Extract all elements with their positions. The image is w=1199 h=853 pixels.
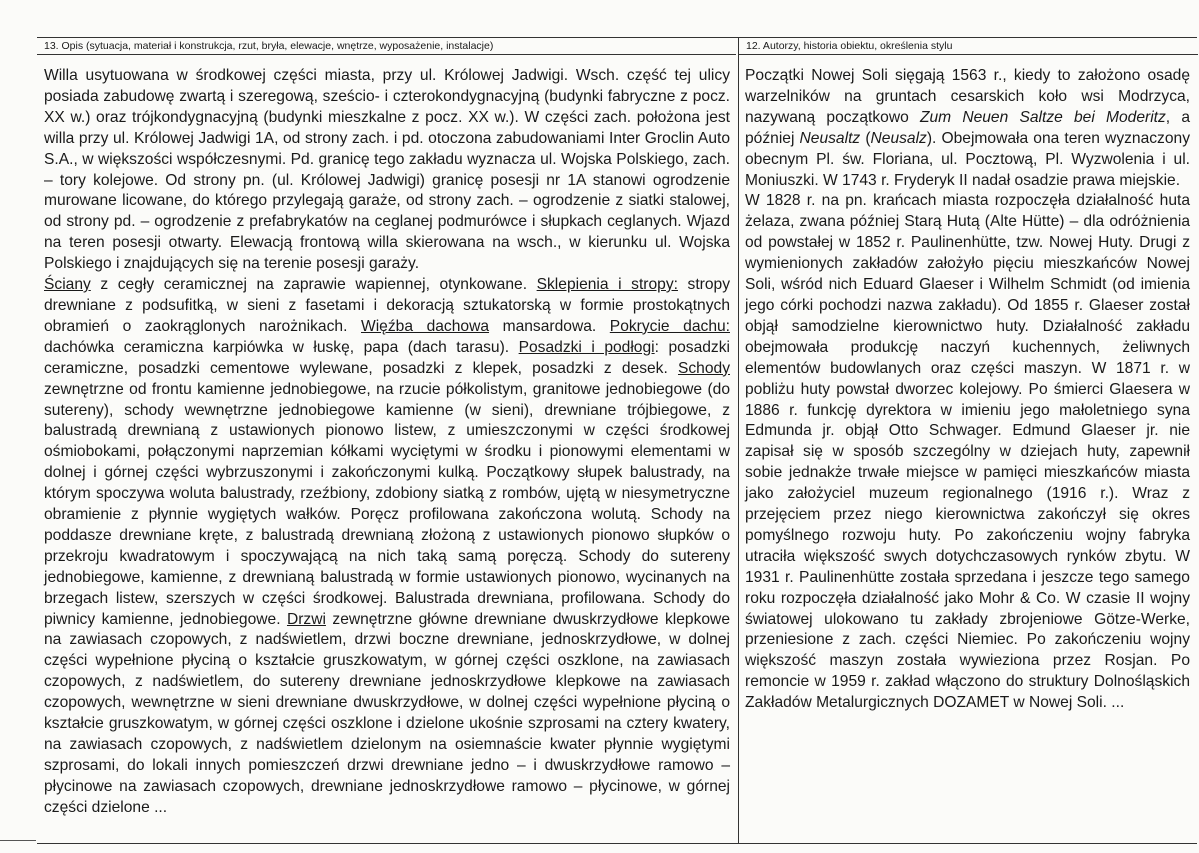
text-run: Początki Nowej Soli sięgają 1563 r., kiedy to założono osadę warzelników na gruntach cesarskich koło wsi Modrzyca, nazywaną początkowo — [745, 67, 1190, 126]
text-run: , a później — [745, 108, 1190, 147]
doors-text: zewnętrzne główne drewniane dwuskrzydłowe klepkowe na zawiasach czopowych, z nadświetlem, drzwi boczne drewniane, jednoskrzydłowe, w dolnej części wypełnione płyciną o kształcie gruszkowatym, w górnej części oszklone, na zawiasach czopowych, z nadświetlem, do sutereny drewniane jednoskrzydłowe klepkowe na zawiasach czopowych, wewnętrzne w sieni drewniane dwuskrzydłowe, w dolnej części wypełnione płyciną o kształcie gruszkowatym, w górnej części oszklone i dzielone ukośnie szprosami na cztery kwatery, na zawiasach czopowych, z nadświetlem dzielonym na osiemnaście kwater płynnie wygiętymi szprosami, do lokali innych pomieszczeń drzwi drewniane jedno – i dwuskrzydłowe ramowo – płycinowe na zawiasach czopowych, drewniane jednoskrzydłowe ramowo – płycinowe, w górnej części dzielone ... — [44, 610, 730, 816]
scan-edge-line — [0, 840, 36, 841]
town-origins-paragraph — [745, 66, 1190, 191]
history-body — [739, 55, 1198, 714]
roof-covering-text: dachówka ceramiczna karpiówka w łuskę, papa (dach tarasu). — [44, 338, 519, 356]
historic-name: Neusalz — [870, 129, 927, 147]
history-column — [738, 38, 1198, 843]
roof-covering-label: Pokrycie dachu: — [609, 317, 730, 335]
stairs-label: Schody — [677, 359, 730, 377]
description-header: 13. Opis (sytuacja, materiał i konstrukcja, rzut, bryła, elewacje, wnętrze, wyposażenie, instalacje) — [37, 38, 736, 55]
ceilings-label: Sklepienia i stropy: — [536, 276, 678, 294]
doors-label: Drzwi — [286, 610, 326, 628]
description-column — [37, 38, 736, 843]
description-body — [37, 55, 736, 819]
text-run: ). Obejmowała ona teren wyznaczony obecnym Pl. św. Floriana, ul. Pocztową, Pl. Wyzwolenia i ul. Moniuszki. W 1743 r. Fryderyk II nadał osadzie prawa miejskie. — [745, 129, 1190, 189]
construction-paragraph — [44, 275, 730, 819]
form-sheet — [37, 37, 1197, 844]
ceilings-text: stropy drewniane z podsufitką, w sieni z fasetami i dekoracją sztukatorską w formie prostokątnych obramień o zaokrąglonych narożnikach. — [44, 276, 730, 335]
ironworks-history-paragraph: W 1828 r. na pn. krańcach miasta rozpoczęła działalność huta żelaza, zwana później Starą Hutą (Alte Hütte) – dla odróżnienia od powstałej w 1852 r. Paulinenhütte, tzw. Nowej Huty. Drugi z wymienionych zakładów założyło pięciu mieszkańców Nowej Soli, wśród nich Eduard Glaeser i Wilhelm Schmidt (od imienia jego córki pochodzi nazwa zakładu). Od 1855 r. Glaeser został objął samodzielne kierownictwo huty. Działalność zakładu obejmowała produkcję naczyń kuchennych, żeliwnych elementów budowlanych oraz części maszyn. W 1871 r. w pobliżu huty powstał dworzec kolejowy. Po śmierci Glaesera w 1886 r. funkcję dyrektora w imieniu jego małoletniego syna Edmunda jr. objął Otto Schwager. Edmund Glaeser jr. nie zapisał się w sposób szczególny w dziejach huty, zapewnił sobie jednakże trwałe miejsce w pamięci mieszkańców miasta jako założyciel muzeum regionalnego (1916 r.). Wraz z przejęciem przez niego kierownictwa zakończył się okres pomyślnego rozwoju huty. Po zakończeniu wojny fabryka utraciła większość swych dotychczasowych rynków zbytu. W 1931 r. Paulinenhütte została sprzedana i jeszcze tego samego roku rozpoczęła działalność jako Mohr & Co. W czasie II wojny światowej ulokowano tu zakłady zbrojeniowe Götze-Werke, przeniesione z zach. części Niemiec. Po zakończeniu wojny większość maszyn została wywieziona przez Rosjan. Po remoncie w 1959 r. zakład włączono do struktury Dolnośląskich Zakładów Metalurgicznych DOZAMET w Nowej Soli. ... — [745, 192, 1190, 712]
floors-label: Posadzki i podłogi — [518, 338, 655, 356]
text-run: ( — [860, 129, 871, 147]
historic-name: Zum Neuen Saltze bei Moderitz — [919, 108, 1166, 126]
history-header: 12. Autorzy, historia obiektu, określenia stylu — [739, 38, 1198, 55]
walls-text: z cegły ceramicznej na zaprawie wapiennej, otynkowane. — [90, 276, 537, 294]
walls-label: Ściany — [44, 276, 91, 294]
roof-truss-label: Więźba dachowa — [361, 317, 490, 335]
historic-name: Neusaltz — [799, 129, 861, 147]
location-paragraph: Willa usytuowana w środkowej części miasta, przy ul. Królowej Jadwigi. Wsch. część tej ulicy posiada zabudowę zwartą i szeregową, sześcio- i czterokondygnacyjną (budynki fabryczne z pocz. XX w.) oraz trójkondygnacyjną (budynki mieszkalne z pocz. XX w.). W części zach. położona jest willa przy ul. Królowej Jadwigi 1A, od strony zach. i pd. otoczona zabudowaniami Inter Groclin Auto S.A., w większości współczesnymi. Pd. granicę tego zakładu wyznacza ul. Wojska Polskiego, zach. – tory kolejowe. Od strony pn. (ul. Królowej Jadwigi) granicę posesji nr 1A stanowi ogrodzenie murowane licowane, do którego przylegają garaże, od strony zach. – ogrodzenie z siatki stalowej, od strony pd. – ogrodzenie z prefabrykatów na ceglanej podmurówce i słupkach ceglanych. Wjazd na teren posesji otwarty. Elewacją frontową willa skierowana na wsch., w kierunku ul. Wojska Polskiego i znajdujących się na terenie posesji garaży. — [44, 67, 730, 273]
floors-text: : posadzki ceramiczne, posadzki cementowe wylewane, posadzki z klepek, posadzki z desek. — [44, 338, 730, 377]
roof-truss-text: mansardowa. — [489, 317, 610, 335]
stairs-text: zewnętrzne od frontu kamienne jednobiegowe, na rzucie półkolistym, granitowe jednobiegowe (do sutereny), schody wewnętrzne jednobiegowe kamienne (w sieni), drewniane trójbiegowe, z balustradą drewnianą z ustawionych pionowo listew, z umieszczonymi w części środkowej ośmiobokami, połączonymi naprzemian kółkami wyciętymi w środku i pionowymi elementami w dolnej i górnej części wybrzuszonymi i zakończonymi kulką. Początkowy słupek balustrady, na którym spoczywa woluta balustrady, rzeźbiony, zdobiony siatką z rombów, ujętą w niesymetryczne obramienie z płynnie wygiętych wałków. Poręcz profilowana zakończona wolutą. Schody na poddasze drewniane kręte, z balustradą drewnianą złożoną z ustawionych pionowo słupków o przekroju kwadratowym i spoczywającą na nich taką samą poręczą. Schody do sutereny jednobiegowe, kamienne, z drewnianą balustradą w formie ustawionych pionowo, wycinanych na brzegach listew, szerszych w części środkowej. Balustrada drewniana, profilowana. Schody do piwnicy kamienne, jednobiegowe. — [44, 380, 730, 628]
